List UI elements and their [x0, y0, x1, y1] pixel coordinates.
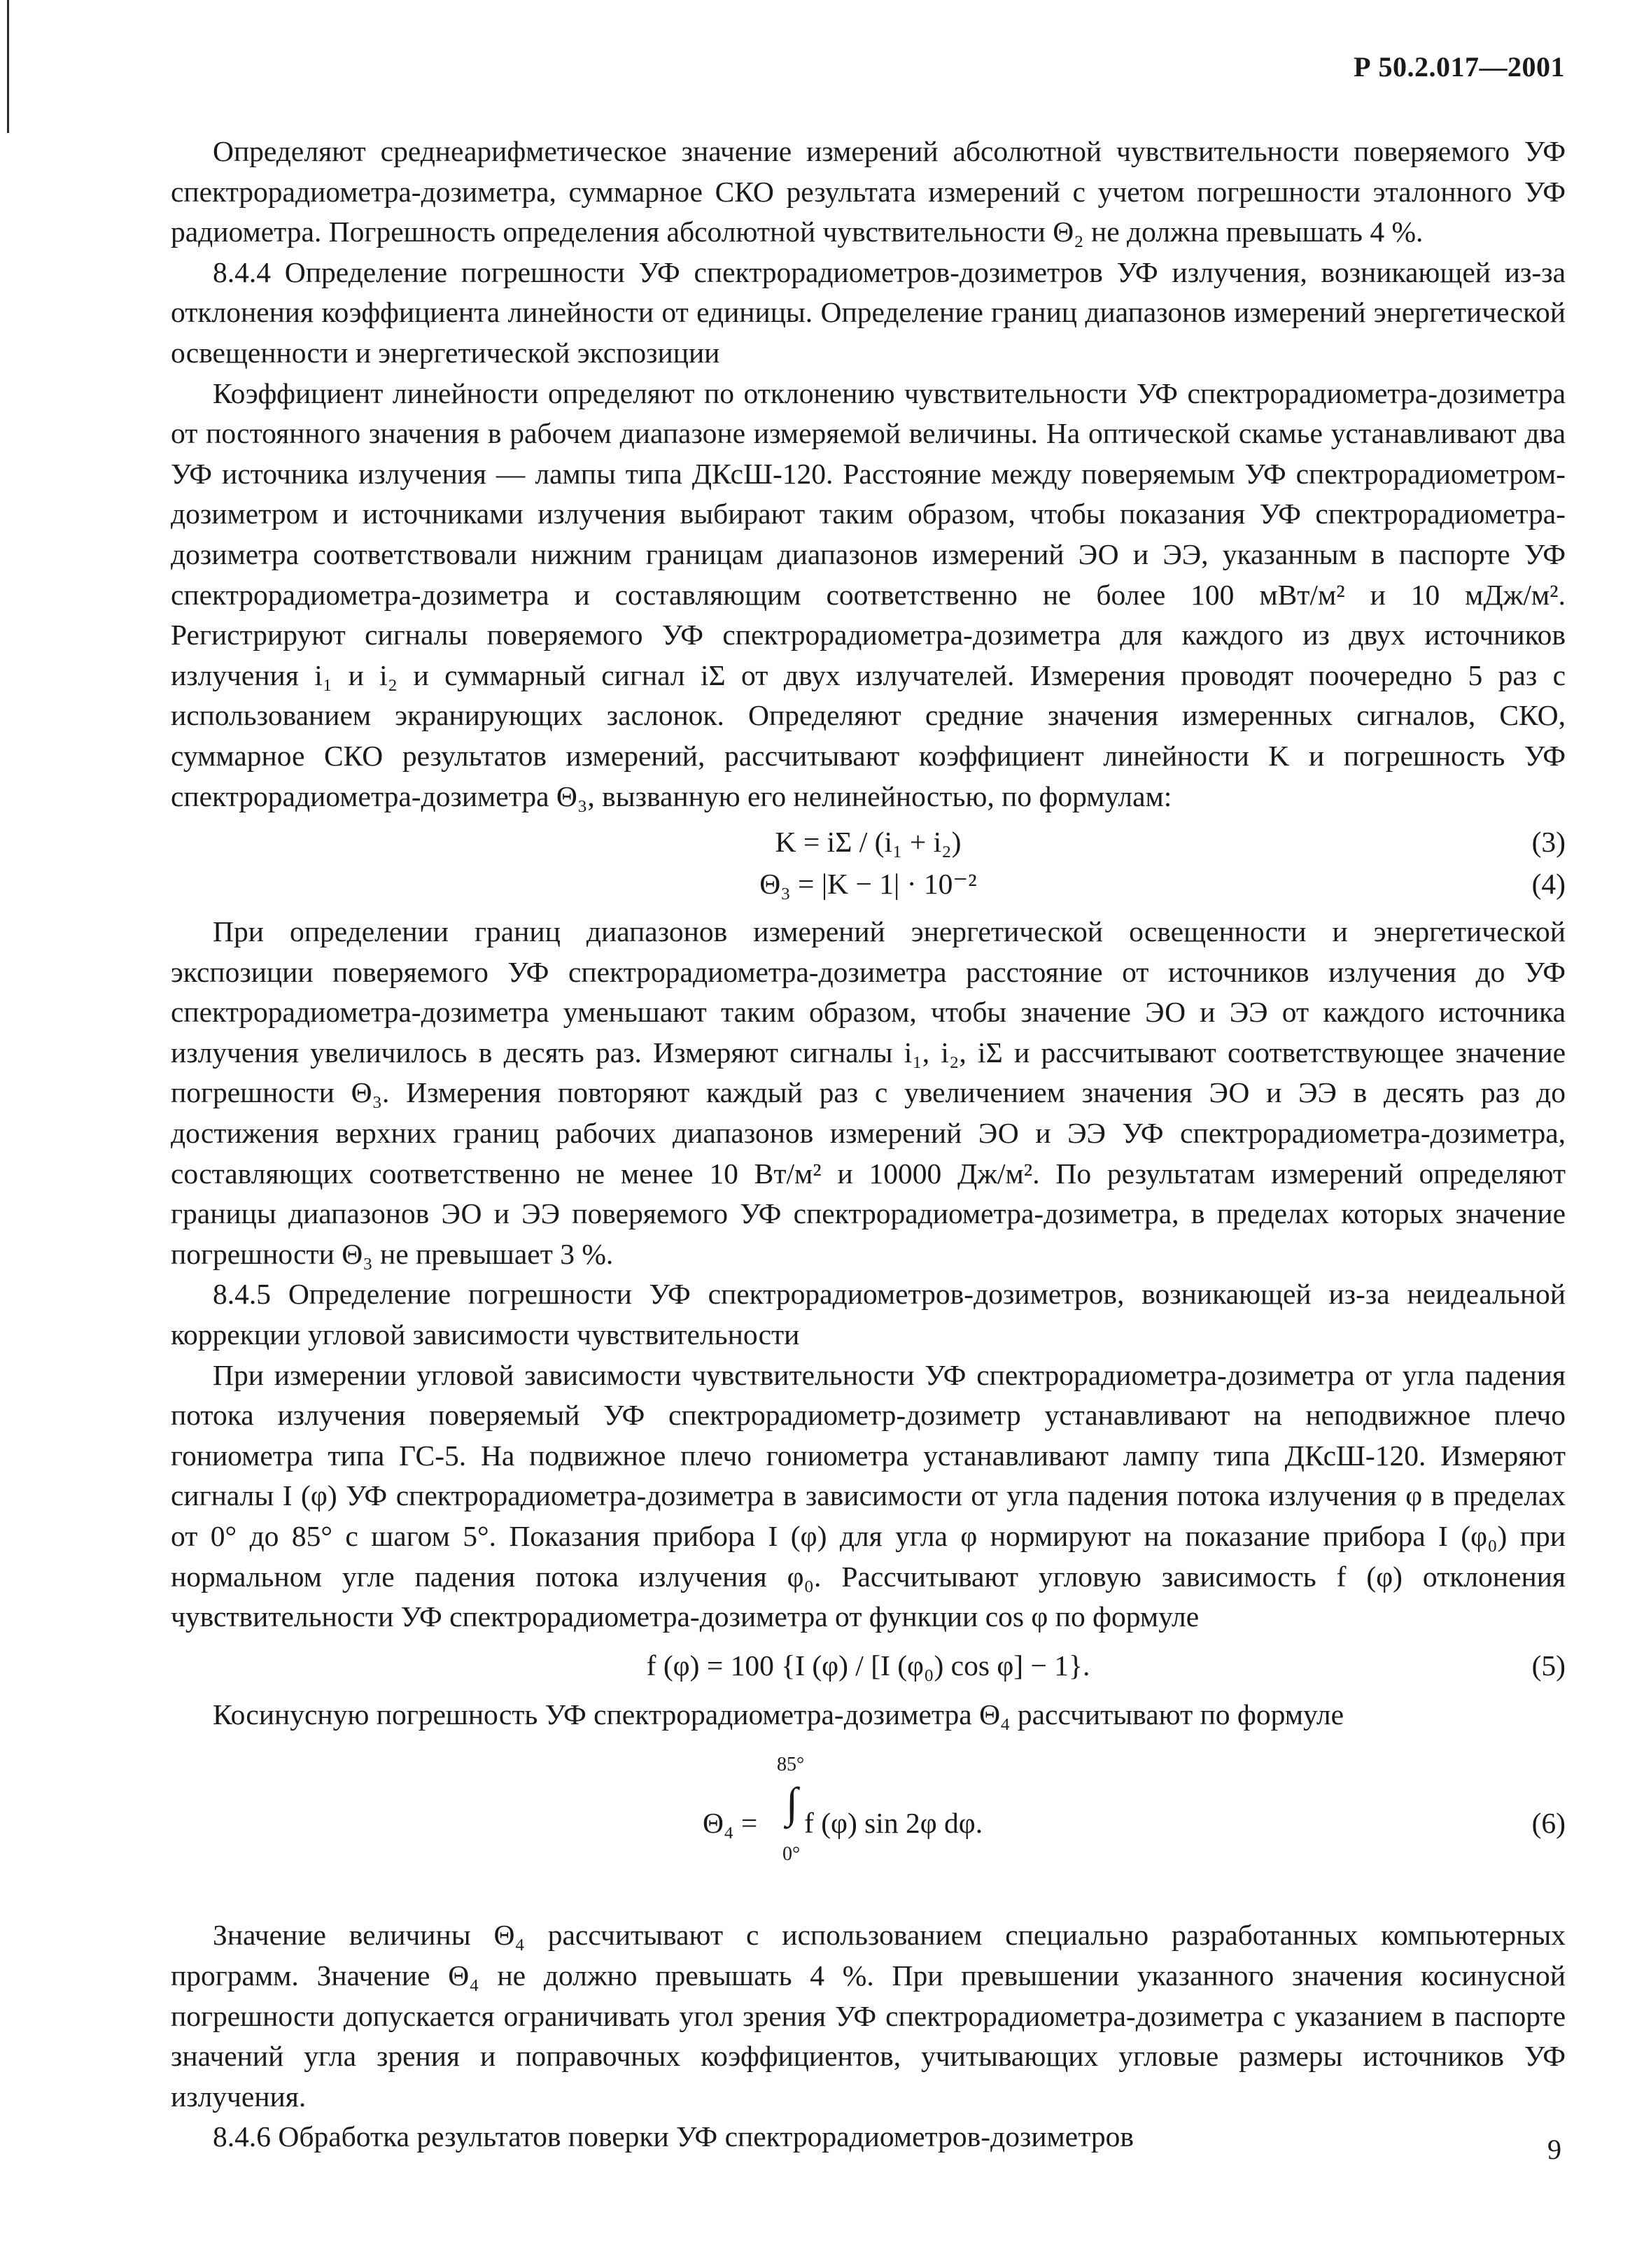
page-body: [171, 132, 1566, 2157]
page-number: 9: [1547, 2134, 1561, 2165]
section-heading-8-4-6: 8.4.6 Обработка результатов поверки УФ спектрорадиометров-дозиметров: [213, 2120, 1134, 2153]
formula-6: [171, 1754, 1566, 1894]
formula-6-number: (6): [1531, 1807, 1566, 1840]
paragraph: При измерении угловой зависимости чувствительности УФ спектрорадиометра-дозиметра от угла падения потока излучения поверяемый УФ спектрорадиометр-дозиметр устанавливают на неподвижное плечо гониометра типа ГС-5. На подвижное плечо гониометра устанавливают лампу типа ДКсШ-120. Измеряют сигналы I (φ) УФ спектрорадиометра-дозиметра в зависимости от угла падения потока излучения φ в пределах от 0° до 85° с шагом 5°. Показания прибора I (φ) для угла φ нормируют на показание прибора I (φ₀) при нормальном угле падения потока излучения φ₀. Рассчитывают угловую зависимость f (φ) отклонения чувствительности УФ спектрорадиометра-дозиметра от функции cos φ по формуле: [171, 1358, 1566, 1633]
formula-4-expression: Θ₃ = |K − 1| · 10⁻²: [759, 868, 977, 901]
formula-5: [171, 1644, 1566, 1686]
scan-edge: [7, 0, 9, 133]
paragraph: Коэффициент линейности определяют по отклонению чувствительности УФ спектрорадиометра-дозиметра от постоянного значения в рабочем диапазоне измеряемой величины. На оптической скамье устанавливают два УФ источника излучения — лампы типа ДКсШ-120. Расстояние между поверяемым УФ спектрорадиометром-дозиметром и источниками излучения выбирают таким образом, чтобы показания УФ спектрорадиометра-дозиметра соответствовали нижним границам диапазонов измерений ЭО и ЭЭ, указанным в паспорте УФ спектрорадиометра-дозиметра и составляющим соответственно не более 100 мВт/м² и 10 мДж/м². Регистрируют сигналы поверяемого УФ спектрорадиометра-дозиметра для каждого из двух источников излучения i₁ и i₂ и суммарный сигнал iΣ от двух излучателей. Измерения проводят поочередно 5 раз с использованием экранирующих заслонок. Определяют средние значения измеренных сигналов, СКО, суммарное СКО результатов измерений, рассчитывают коэффициент линейности K и погрешность УФ спектрорадиометра-дозиметра Θ₃, вызванную его нелинейностью, по формулам:: [171, 376, 1566, 812]
formula-3-expression: K = iΣ / (i₁ + i₂): [775, 826, 962, 859]
integral-sign-icon: ∫: [786, 1780, 798, 1828]
paragraph: Значение величины Θ₄ рассчитывают с использованием специально разработанных компьютерных программ. Значение Θ₄ не должно превышать 4 %. При превышении указанного значения косинусной погрешности допускается ограничивать угол зрения УФ спектрорадиометра-дозиметра с указанием в паспорте значений угла зрения и поправочных коэффициентов, учитывающих угловые размеры источников УФ излучения.: [171, 1919, 1566, 2113]
integral-upper-limit: 85°: [777, 1754, 805, 1776]
paragraph: Определяют среднеарифметическое значение измерений абсолютной чувствительности поверяемого УФ спектрорадиометра-дозиметра, суммарное СКО результата измерений с учетом погрешности эталонного УФ радиометра. Погрешность определения абсолютной чувствительности Θ₂ не должна превышать 4 %.: [171, 135, 1566, 248]
section-heading-8-4-4: 8.4.4 Определение погрешности УФ спектрорадиометров-дозиметров УФ излучения, возникающей из-за отклонения коэффициента линейности от единицы. Определение границ диапазонов измерений энергетической освещенности и энергетической экспозиции: [171, 255, 1566, 369]
section-heading-8-4-5: 8.4.5 Определение погрешности УФ спектрорадиометров-дозиметров, возникающей из-за неидеальной коррекции угловой зависимости чувствительности: [171, 1278, 1566, 1351]
formula-6-integrand: f (φ) sin 2φ dφ.: [804, 1807, 983, 1840]
formula-5-expression: f (φ) = 100 {I (φ) / [I (φ₀) cos φ] − 1}.: [646, 1649, 1090, 1682]
paragraph: Косинусную погрешность УФ спектрорадиометра-дозиметра Θ₄ рассчитывают по формуле: [213, 1698, 1344, 1731]
formula-4-number: (4): [1531, 868, 1566, 901]
formula-4: [171, 863, 1566, 905]
integral-lower-limit: 0°: [782, 1843, 801, 1866]
formula-3-number: (3): [1531, 826, 1566, 859]
formula-6-lhs: Θ₄ =: [703, 1807, 758, 1840]
paragraph: При определении границ диапазонов измерений энергетической освещенности и энергетической экспозиции поверяемого УФ спектрорадиометра-дозиметра расстояние от источников излучения до УФ спектрорадиометра-дозиметра уменьшают таким образом, чтобы значение ЭО и ЭЭ от каждого источника излучения увеличилось в десять раз. Измеряют сигналы i₁, i₂, iΣ и рассчитывают соответствующее значение погрешности Θ₃. Измерения повторяют каждый раз с увеличением значения ЭО и ЭЭ в десять раз до достижения верхних границ рабочих диапазонов измерений ЭО и ЭЭ УФ спектрорадиометра-дозиметра, составляющих соответственно не менее 10 Вт/м² и 10000 Дж/м². По результатам измерений определяют границы диапазонов ЭО и ЭЭ поверяемого УФ спектрорадиометра-дозиметра, в пределах которых значение погрешности Θ₃ не превышает 3 %.: [171, 915, 1566, 1270]
formula-5-number: (5): [1531, 1649, 1566, 1682]
formula-3: [171, 821, 1566, 863]
document-code: Р 50.2.017—2001: [1354, 51, 1565, 83]
